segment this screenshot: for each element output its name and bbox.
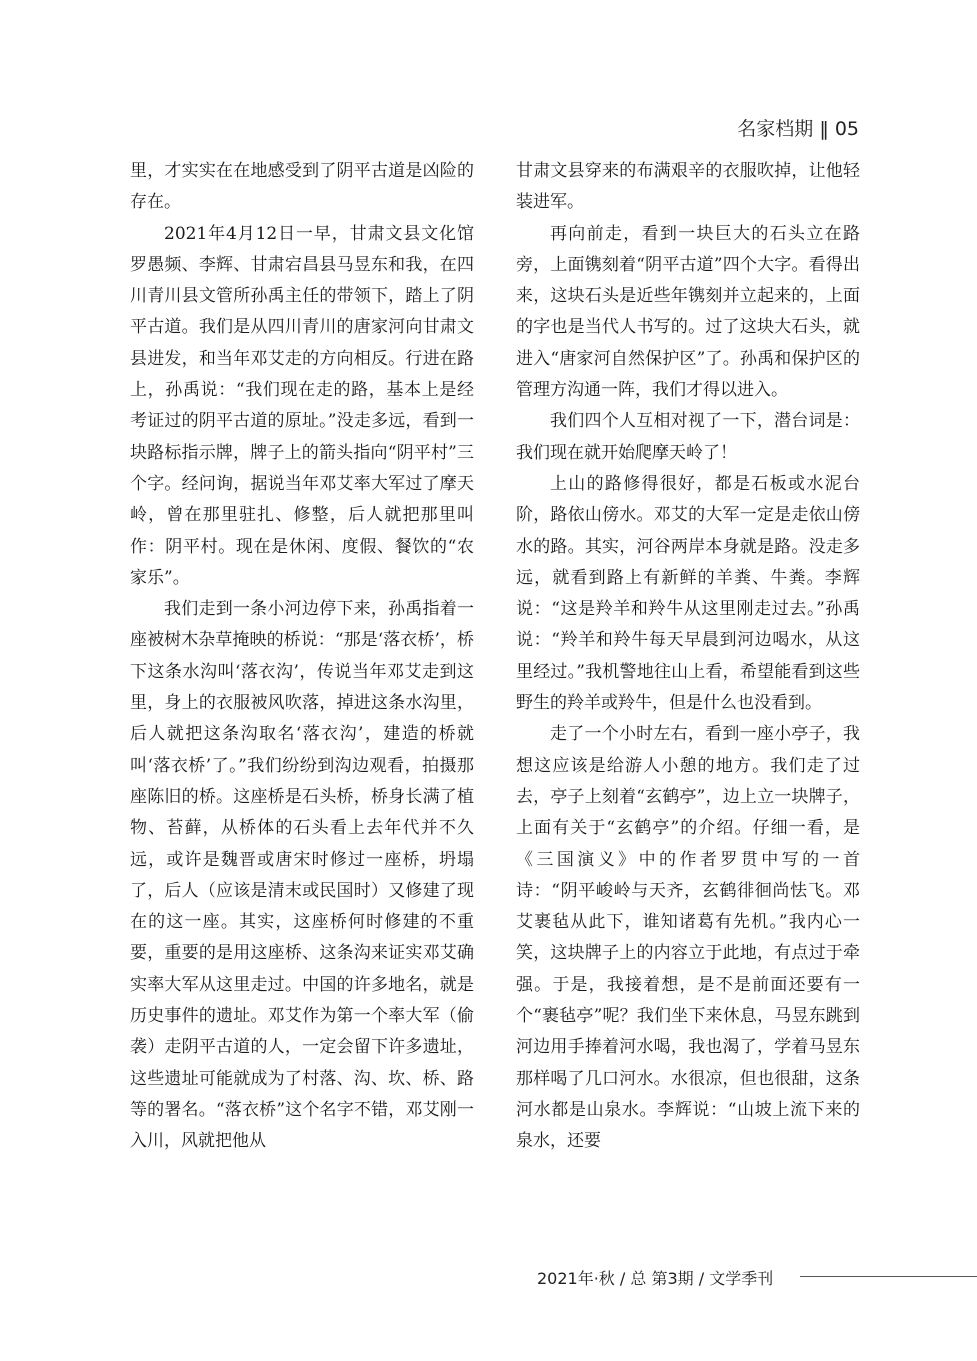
- footer-rule: [800, 1276, 977, 1277]
- section-title: 名家档期: [737, 118, 814, 140]
- page-number: 05: [834, 118, 859, 140]
- right-column: [516, 156, 860, 1158]
- paragraph: 上山的路修得很好，都是石板或水泥台阶，路依山傍水。邓艾的大军一定是走依山傍水的路。其实，河谷两岸本身就是路。没走多远，就看到路上有新鲜的羊粪、牛粪。李辉说：“这是羚羊和羚牛从这里刚走过去。”孙禹说：“羚羊和羚牛每天早晨到河边喝水，从这里经过。”我机警地往山上看，希望能看到这些野生的羚羊或羚牛，但是什么也没看到。: [516, 473, 860, 714]
- footer-issue-info: 2021年·秋 / 总 第3期 / 文学季刊: [537, 1269, 774, 1288]
- paragraph: 甘肃文县穿来的布满艰辛的衣服吹掉，让他轻装进军。: [516, 161, 860, 213]
- running-header: [737, 114, 859, 141]
- paragraph: 走了一个小时左右，看到一座小亭子，我想这应该是给游人小憩的地方。我们走了过去，亭子上刻着“玄鹤亭”，边上立一块牌子，上面有关于“玄鹤亭”的介绍。仔细一看，是《三国演义》中的作者罗贯中写的一首诗：“阴平峻岭与天齐，玄鹤徘徊尚怯飞。邓艾裹毡从此下，谁知诸葛有先机。”我内心一笑，这块牌子上的内容立于此地，有点过于牵强。于是，我接着想，是不是前面还要有一个“裹毡亭”呢？我们坐下来休息，马昱东跳到河边用手捧着河水喝，我也渴了，学着马昱东那样喝了几口河水。水很凉，但也很甜，这条河水都是山泉水。李辉说：“山坡上流下来的泉水，还要: [516, 724, 860, 1152]
- header-separator: ‖: [819, 118, 829, 140]
- left-column: [130, 156, 474, 1158]
- paragraph: 再向前走，看到一块巨大的石头立在路旁，上面镌刻着“阴平古道”四个大字。看得出来，这块石头是近些年镌刻并立起来的，上面的字也是当代人书写的。过了这块大石头，就进入“唐家河自然保护区”了。孙禹和保护区的管理方沟通一阵，我们才得以进入。: [516, 223, 860, 401]
- paragraph: 里，才实实在在地感受到了阴平古道是凶险的存在。: [130, 161, 474, 213]
- paragraph: 2021年4月12日一早，甘肃文县文化馆罗愚频、李辉、甘肃宕昌县马昱东和我，在四川青川县文管所孙禹主任的带领下，踏上了阴平古道。我们是从四川青川的唐家河向甘肃文县进发，和当年邓艾走的方向相反。行进在路上，孙禹说：“我们现在走的路，基本上是经考证过的阴平古道的原址。”没走多远，看到一块路标指示牌，牌子上的箭头指向“阴平村”三个字。经问询，据说当年邓艾率大军过了摩天岭，曾在那里驻扎、修整，后人就把那里叫作：阴平村。现在是休闲、度假、餐饮的“农家乐”。: [130, 223, 474, 588]
- paragraph: 我们走到一条小河边停下来，孙禹指着一座被树木杂草掩映的桥说：“那是‘落衣桥’，桥下这条水沟叫‘落衣沟’，传说当年邓艾走到这里，身上的衣服被风吹落，掉进这条水沟里，后人就把这条沟取名‘落衣沟’，建造的桥就叫‘落衣桥’了。”我们纷纷到沟边观看，拍摄那座陈旧的桥。这座桥是石头桥，桥身长满了植物、苔藓，从桥体的石头看上去年代并不久远，或许是魏晋或唐宋时修过一座桥，坍塌了，后人（应该是清末或民国时）又修建了现在的这一座。其实，这座桥何时修建的不重要，重要的是用这座桥、这条沟来证实邓艾确实率大军从这里走过。中国的许多地名，就是历史事件的遗址。邓艾作为第一个率大军（偷袭）走阴平古道的人，一定会留下许多遗址，这些遗址可能就成为了村落、沟、坎、桥、路等的署名。“落衣桥”这个名字不错，邓艾刚一入川，风就把他从: [130, 599, 474, 1152]
- paragraph: 我们四个人互相对视了一下，潜台词是：我们现在就开始爬摩天岭了！: [516, 411, 860, 463]
